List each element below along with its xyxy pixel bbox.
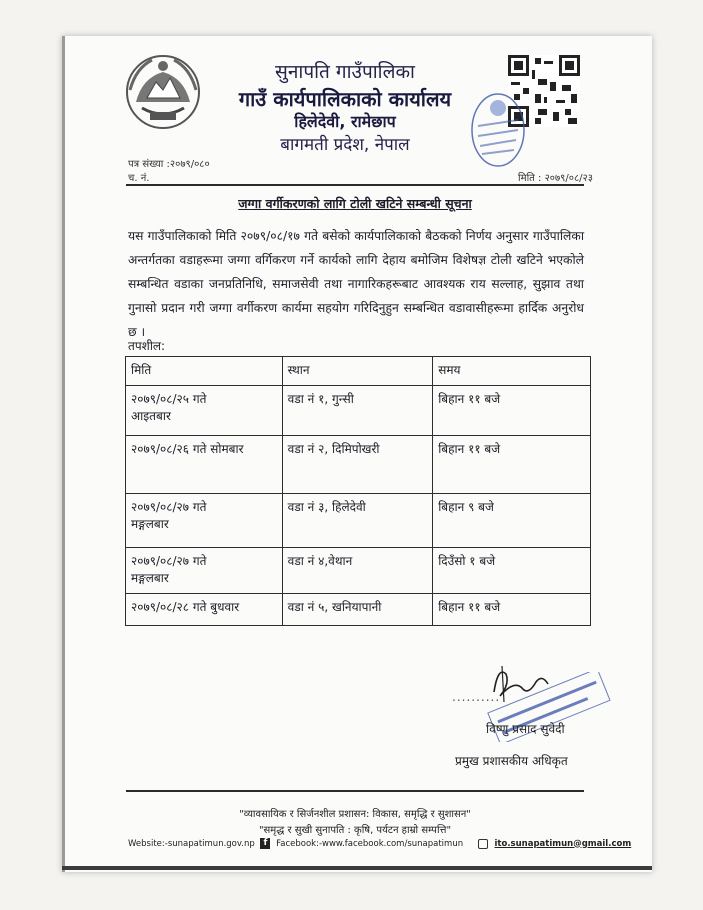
table-row [126, 594, 591, 626]
date-text: २०७९/०८/२५ गते [131, 392, 207, 406]
signature-dots: .......... [452, 690, 501, 704]
schedule-table [125, 356, 591, 626]
page-edge [62, 36, 65, 872]
date-text: २०७९/०८/२७ गते [131, 554, 207, 568]
cell-place: वडा नं ३, हिलेदेवी [282, 494, 433, 548]
footer-slogan-1: "व्यावसायिक र सिर्जनशील प्रशासन: विकास, समृद्धि र सुशासन" [239, 809, 471, 820]
date-text: २०७९/०८/२६ गते सोमबार [131, 442, 244, 456]
cell-time: बिहान ११ बजे [433, 436, 591, 494]
header-date: मिति [126, 357, 283, 386]
notice-title: जग्गा वर्गीकरणको लागि टोली खटिने सम्बन्धी सूचना [238, 196, 472, 211]
table-row [126, 386, 591, 436]
facebook-link[interactable]: Facebook:-www.facebook.com/sunapatimun [276, 838, 464, 849]
reference-number: पत्र संख्या :२०७९/०८० [128, 159, 210, 170]
cell-time: बिहान ११ बजे [433, 386, 591, 436]
cell-date [126, 386, 283, 436]
email-icon [478, 839, 488, 849]
office-name: गाउँ कार्यपालिकाको कार्यालय [238, 87, 452, 111]
letter-date: मिति : २०७९/०८/२३ [518, 173, 593, 184]
footer-slogan-2: "समृद्ध र सुखी सुनापति : कृषि, पर्यटन हाम्रो सम्पत्ति" [258, 825, 452, 836]
cell-time: बिहान ९ बजे [433, 494, 591, 548]
cell-place: वडा नं ५, खनियापानी [282, 594, 433, 626]
notice-body: यस गाउँपालिकाको मिति २०७९/०८/१७ गते बसेको कार्यपालिकाको बैठकको निर्णय अनुसार गाउँपालिका अन्तर्गतका वडाहरूमा जग्गा वर्गिकरण गर्ने कार्यको लागि देहाय बमोजिम विशेषज्ञ टोली खटिने भएकोले सम्बन्धित वडाका जनप्रतिनिधि, समाजसेवी तथा नागारिकहरूबाट आवश्यक राय सल्लाह, सुझाव तथा गुनासो प्रदान गरी जग्गा वर्गीकरण कार्यमा सहयोग गरिदिनुहुन सम्बन्धित वडावासीहरूमा हार्दिक अनुरोध छ । [128, 229, 584, 339]
date-text: २०७९/०८/२७ गते [131, 500, 207, 514]
signatory-title: प्रमुख प्रशासकीय अधिकृत [455, 754, 568, 768]
cell-place: वडा नं २, दिमिपोखरी [282, 436, 433, 494]
facebook-icon: f [260, 838, 270, 849]
cell-date [126, 494, 283, 548]
municipality-name: सुनापति गाउँपालिका [275, 61, 415, 83]
date-text: २०७९/०८/२८ गते बुधवार [131, 600, 240, 614]
cell-date [126, 436, 283, 494]
day-text: मङ्गलबार [131, 517, 169, 531]
cell-time: दिउँसो १ बजे [433, 548, 591, 594]
header-time: समय [433, 357, 591, 386]
table-row [126, 436, 591, 494]
office-location: हिलेदेवी, रामेछाप [294, 112, 396, 131]
province-country: बागमती प्रदेश, नेपाल [280, 135, 410, 155]
footer-contacts [128, 838, 631, 849]
table-header-row [126, 357, 591, 386]
nepal-emblem-icon [122, 50, 204, 132]
signatory-name: विष्णु प्रसाद सुवेदी [486, 722, 565, 736]
header-place: स्थान [282, 357, 433, 386]
page-bottom-edge [62, 866, 652, 870]
day-text: मङ्गलबार [131, 571, 169, 585]
table-row [126, 494, 591, 548]
cell-place: वडा नं ४,वेथान [282, 548, 433, 594]
email-link[interactable]: ito.sunapatimun@gmail.com [494, 838, 632, 849]
cell-place: वडा नं १, गुन्सी [282, 386, 433, 436]
office-seal-stamp [468, 90, 526, 170]
details-label: तपशील: [128, 339, 166, 353]
header-divider [126, 184, 584, 186]
cell-time: बिहान ११ बजे [433, 594, 591, 626]
dispatch-number: च. नं. [128, 173, 150, 184]
footer-divider [126, 790, 584, 792]
day-text: आइतबार [131, 409, 171, 423]
cell-date [126, 594, 283, 626]
cell-date [126, 548, 283, 594]
table-row [126, 548, 591, 594]
website-link[interactable]: Website:-sunapatimun.gov.np [128, 838, 255, 849]
